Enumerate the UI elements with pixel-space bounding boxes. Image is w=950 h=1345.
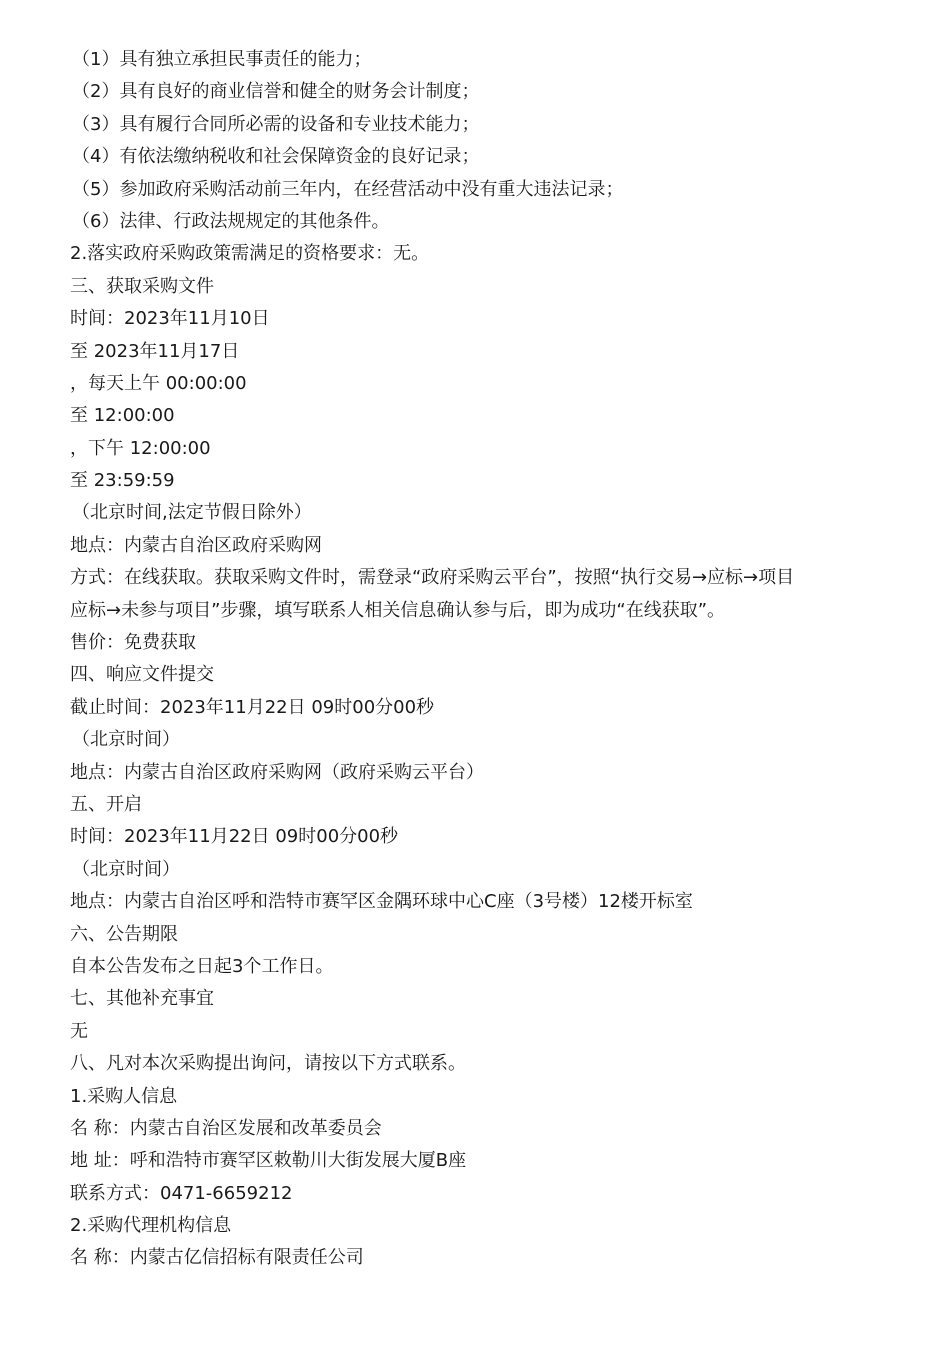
text-line: 地点：内蒙古自治区呼和浩特市赛罕区金隅环球中心C座（3号楼）12楼开标室 <box>70 891 693 913</box>
text-line: 至 2023年11月17日 <box>70 340 240 362</box>
text-line: 八、凡对本次采购提出询问，请按以下方式联系。 <box>70 1053 466 1075</box>
text-line: 时间：2023年11月22日 09时00分00秒 <box>70 826 399 848</box>
text-line: （4）有依法缴纳税收和社会保障资金的良好记录； <box>72 146 480 168</box>
text-line: （6）法律、行政法规规定的其他条件。 <box>72 210 390 232</box>
text-line: 七、其他补充事宜 <box>70 988 214 1010</box>
text-line: 五、开启 <box>70 793 142 815</box>
text-line: 时间：2023年11月10日 <box>70 308 270 330</box>
text-line: 名 称：内蒙古自治区发展和改革委员会 <box>70 1117 382 1139</box>
text-line: （2）具有良好的商业信誉和健全的财务会计制度； <box>72 81 480 103</box>
text-line: 2.采购代理机构信息 <box>70 1215 232 1237</box>
text-line: 三、获取采购文件 <box>70 275 214 297</box>
text-line: 地点：内蒙古自治区政府采购网 <box>70 534 322 556</box>
text-line: 地点：内蒙古自治区政府采购网（政府采购云平台） <box>70 761 484 783</box>
text-line: 四、响应文件提交 <box>70 664 214 686</box>
text-line: 截止时间：2023年11月22日 09时00分00秒 <box>70 696 435 718</box>
text-line: 应标→未参与项目”步骤，填写联系人相关信息确认参与后，即为成功“在线获取”。 <box>70 599 726 621</box>
text-line: 2.落实政府采购政策需满足的资格要求：无。 <box>70 243 430 265</box>
text-line: （北京时间） <box>72 858 180 880</box>
text-line: 无 <box>70 1020 88 1042</box>
text-line: （北京时间） <box>72 729 180 751</box>
text-line: （1）具有独立承担民事责任的能力； <box>72 49 372 70</box>
text-line: 名 称：内蒙古亿信招标有限责任公司 <box>70 1247 364 1269</box>
text-line: 六、公告期限 <box>70 923 178 945</box>
text-line: 地 址：呼和浩特市赛罕区敕勒川大街发展大厦B座 <box>70 1150 467 1172</box>
text-line: 至 12:00:00 <box>70 405 175 427</box>
text-line: 至 23:59:59 <box>70 470 175 492</box>
text-line: 售价：免费获取 <box>70 632 196 654</box>
text-line: ，每天上午 00:00:00 <box>70 372 247 394</box>
text-line: （5）参加政府采购活动前三年内，在经营活动中没有重大违法记录； <box>72 178 624 200</box>
text-line: 1.采购人信息 <box>70 1085 178 1107</box>
text-line: ，下午 12:00:00 <box>70 437 211 459</box>
text-line: 自本公告发布之日起3个工作日。 <box>70 955 334 977</box>
text-line: 方式：在线获取。获取采购文件时，需登录“政府采购云平台”，按照“执行交易→应标→项目 <box>70 567 795 589</box>
text-line: （3）具有履行合同所必需的设备和专业技术能力； <box>72 113 480 135</box>
text-line: （北京时间,法定节假日除外） <box>72 502 312 524</box>
document-body <box>0 44 950 1275</box>
text-line: 联系方式：0471-6659212 <box>70 1182 293 1204</box>
